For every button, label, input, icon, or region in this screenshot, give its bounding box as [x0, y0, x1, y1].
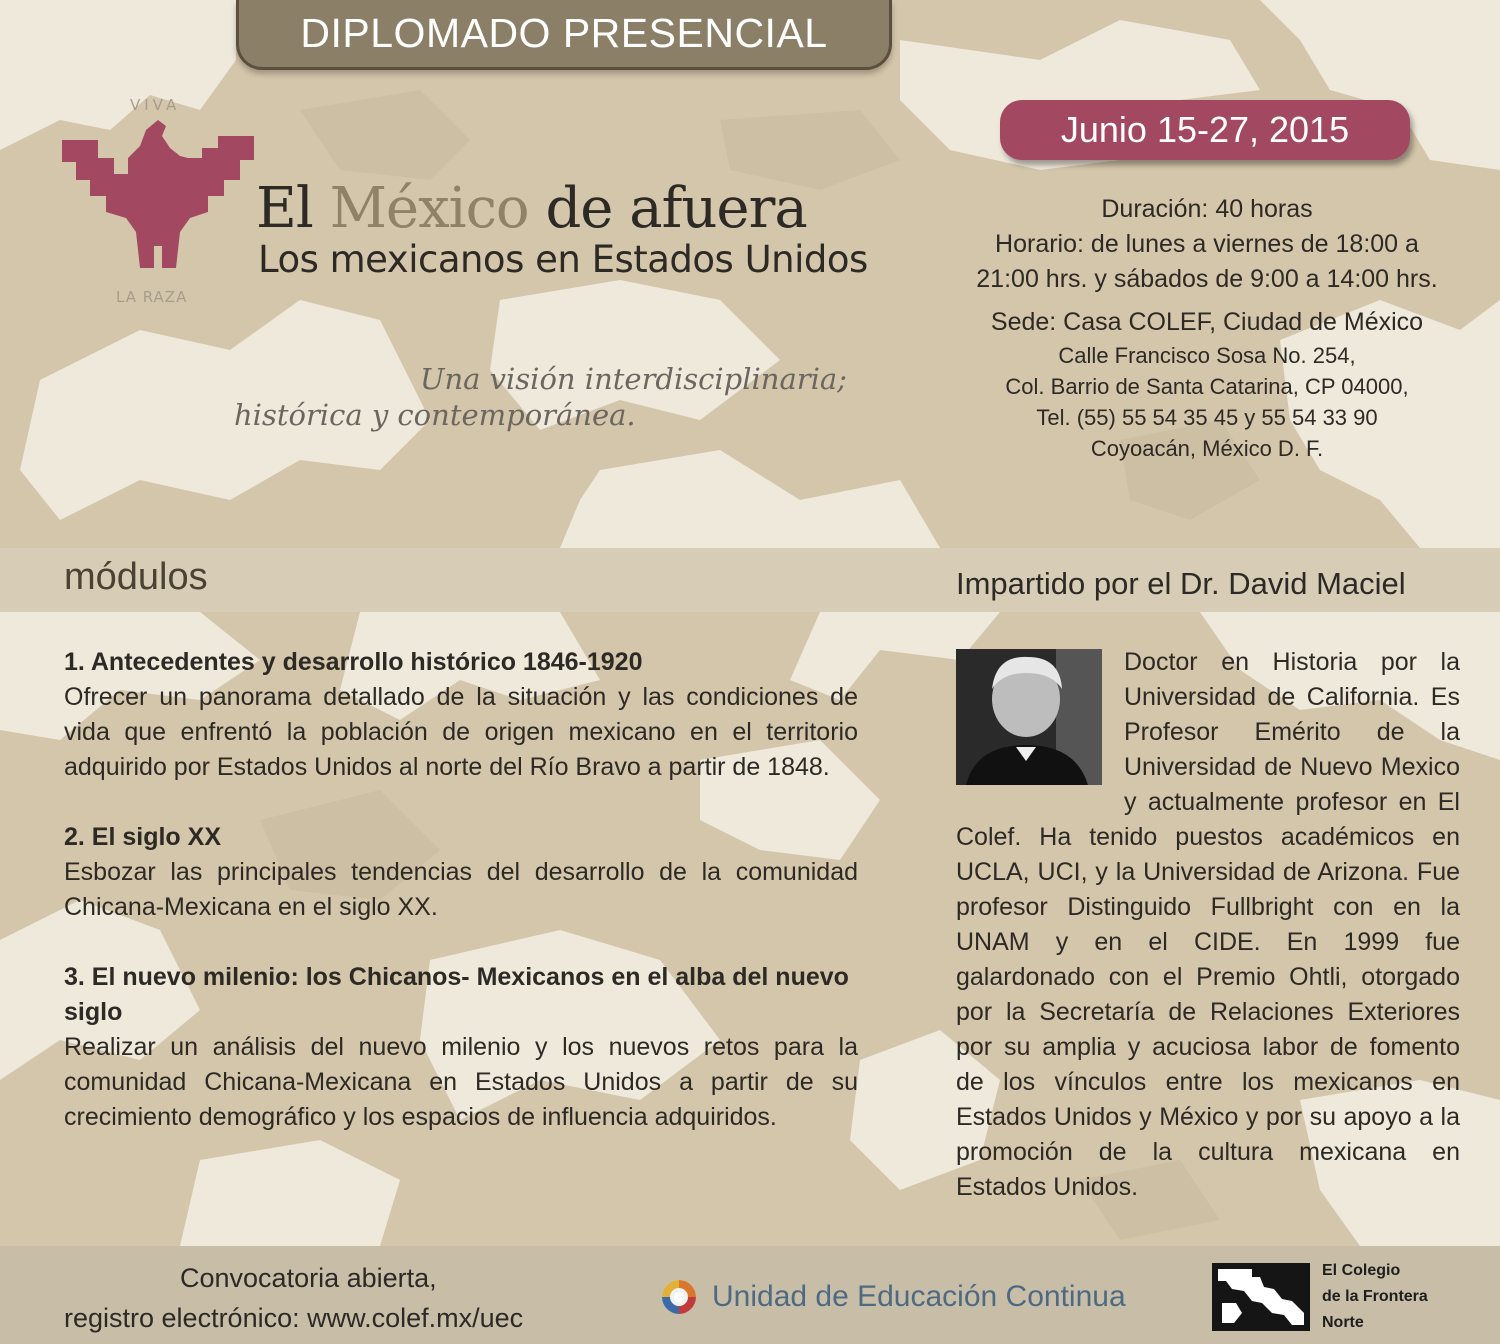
registration-info	[64, 1258, 584, 1338]
program-type-label: DIPLOMADO PRESENCIAL	[300, 10, 828, 56]
module-description: Esbozar las principales tendencias del desarrollo de la comunidad Chicana-Mexicana en el siglo XX.	[64, 858, 858, 921]
tagline-line-2: histórica y contemporánea.	[234, 398, 636, 432]
module-title: 1. Antecedentes y desarrollo histórico 1846-1920	[64, 648, 643, 676]
address-line-2: Col. Barrio de Santa Catarina, CP 04000,	[1005, 374, 1409, 399]
call-open-text: Convocatoria abierta,	[180, 1263, 437, 1293]
module-description: Ofrecer un panorama detallado de la situación y las condiciones de vida que enfrentó la población de origen mexicano en el territorio adquirido por Estados Unidos al norte del Río Bravo a partir de 1848.	[64, 683, 858, 781]
duration-text: Duración: 40 horas	[1101, 195, 1313, 223]
colef-name-line-2: de la Frontera	[1322, 1288, 1428, 1305]
module-item	[64, 645, 858, 785]
program-info	[952, 192, 1462, 464]
page-subtitle: Los mexicanos en Estados Unidos	[258, 238, 868, 281]
title-part-1: El	[256, 176, 330, 241]
modules-heading: módulos	[64, 556, 208, 598]
instructor-bio-text: Doctor en Historia por la Universidad de California. Es Profesor Emérito de la Universidad de Nuevo Mexico y actualmente profesor en El Colef. Ha tenido puestos académicos en UCLA, UCI, y la Universidad de Arizona. Fue profesor Distinguido Fullbright con en la UNAM y en el CIDE. En 1999 fue galardonado con el Premio Ohtli, otorgado por la Secretaría de Relaciones Exteriores por su amplia y acuciosa labor de fomento de los vínculos entre los mexicanos en Estados Unidos y México y por su apoyo a la promoción de la cultura mexicana en Estados Unidos.	[956, 648, 1460, 1201]
schedule-line-1: Horario: de lunes a viernes de 18:00 a	[995, 230, 1419, 258]
page-title	[256, 176, 807, 241]
portrait-image	[956, 649, 1102, 785]
module-item	[64, 820, 858, 925]
phone-text: Tel. (55) 55 54 35 45 y 55 54 33 90	[1036, 405, 1378, 430]
tagline-line-1: Una visión interdisciplinaria;	[420, 362, 847, 396]
uec-label: Unidad de Educación Continua	[712, 1280, 1126, 1313]
instructor-bio	[956, 645, 1460, 1205]
program-type-banner	[236, 0, 892, 70]
colef-name-line-3: Norte	[1322, 1314, 1364, 1331]
module-description: Realizar un análisis del nuevo milenio y los nuevos retos para la comunidad Chicana-Mexicana en Estados Unidos a partir de su crecimiento demográfico y los espacios de influencia adquiridos.	[64, 1033, 858, 1131]
logo-top-text: VIVA	[130, 96, 181, 114]
colef-name	[1322, 1258, 1442, 1336]
module-title: 2. El siglo XX	[64, 823, 221, 851]
colef-logo-icon	[1212, 1263, 1310, 1331]
module-title: 3. El nuevo milenio: los Chicanos- Mexicanos en el alba del nuevo siglo	[64, 963, 849, 1026]
venue-text: Sede: Casa COLEF, Ciudad de México	[990, 308, 1424, 336]
module-item	[64, 960, 858, 1135]
instructor-photo	[956, 649, 1102, 785]
title-part-2: de afuera	[528, 176, 807, 241]
dates-label: Junio 15-27, 2015	[1060, 109, 1350, 150]
eagle-emblem-icon	[58, 96, 258, 311]
registration-link-text[interactable]: registro electrónico: www.colef.mx/uec	[64, 1303, 524, 1333]
viva-la-raza-logo	[58, 96, 258, 311]
dates-badge	[1000, 100, 1410, 160]
modules-list	[64, 645, 858, 1170]
instructor-heading: Impartido por el Dr. David Maciel	[956, 566, 1406, 601]
colef-name-line-1: El Colegio	[1322, 1262, 1401, 1279]
city-text: Coyoacán, México D. F.	[1090, 436, 1324, 461]
logo-bottom-text: LA RAZA	[116, 288, 188, 306]
colef-brand	[1212, 1258, 1442, 1336]
title-accent: México	[329, 176, 529, 241]
uec-brand	[660, 1278, 1126, 1316]
address-line-1: Calle Francisco Sosa No. 254,	[1058, 343, 1356, 368]
schedule-line-2: 21:00 hrs. y sábados de 9:00 a 14:00 hrs.	[976, 265, 1438, 293]
uec-logo-icon	[660, 1278, 698, 1316]
